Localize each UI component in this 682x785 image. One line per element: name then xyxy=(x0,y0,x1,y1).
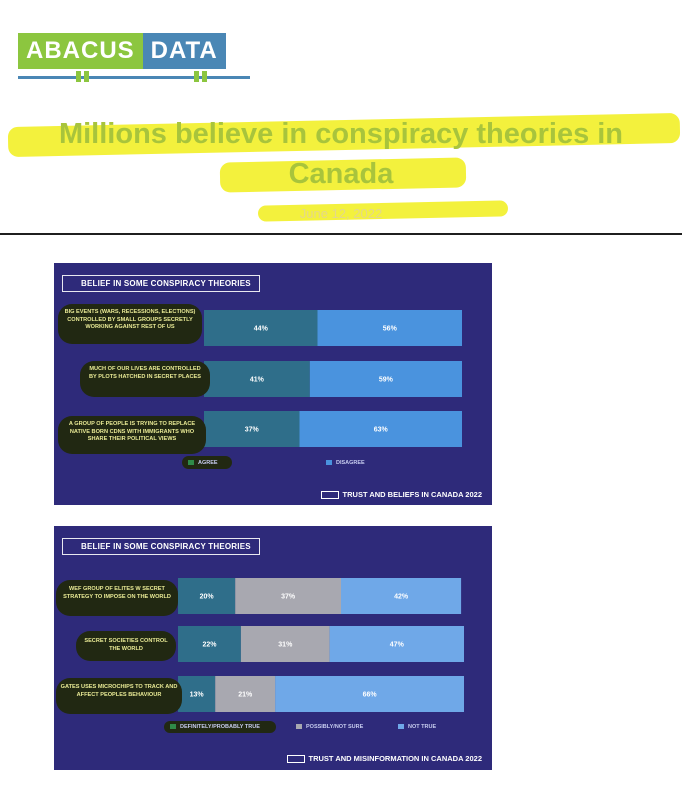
chart-panel-trust-misinformation xyxy=(54,526,492,770)
bar-value-label: 66% xyxy=(362,691,377,699)
logo-tick xyxy=(202,71,207,82)
chart-panel-trust-beliefs xyxy=(54,263,492,505)
legend-swatch xyxy=(398,724,404,729)
bar-value-label: 21% xyxy=(238,691,253,699)
chart-title: BELIEF IN SOME CONSPIRACY THEORIES xyxy=(62,275,260,292)
logo-word-right: DATA xyxy=(143,33,226,69)
page-title-line-2: Canada xyxy=(288,158,394,190)
abacus-data-logo xyxy=(18,33,226,69)
publish-date: June 12, 2022 xyxy=(299,206,383,221)
legend-item-true xyxy=(170,724,260,730)
bar-value-label: 22% xyxy=(202,641,217,649)
bar-value-label: 47% xyxy=(389,641,404,649)
source-text: TRUST AND BELIEFS IN CANADA 2022 xyxy=(342,490,482,499)
legend-label: AGREE xyxy=(198,460,218,466)
legend-item-not-sure xyxy=(296,724,363,730)
bar-value-label: 41% xyxy=(249,376,264,384)
source-text: TRUST AND MISINFORMATION IN CANADA 2022 xyxy=(308,754,482,763)
legend-label: NOT TRUE xyxy=(408,724,437,730)
category-label: MUCH OF OUR LIVES ARE CONTROLLED BY PLOTS HATCHED IN SECRET PLACES xyxy=(89,366,201,380)
bar-value-label: 59% xyxy=(378,376,393,384)
page-title-line-1: Millions believe in conspiracy theories in xyxy=(58,118,624,150)
legend-item-not-true xyxy=(398,724,436,730)
bar-value-label: 37% xyxy=(244,426,259,434)
chart-source xyxy=(287,754,482,763)
legend-item-agree xyxy=(188,460,218,466)
bar-value-label: 13% xyxy=(189,691,204,699)
bar-value-label: 42% xyxy=(394,593,409,601)
legend-item-disagree xyxy=(326,460,365,466)
legend-label: DEFINITELY/PROBABLY TRUE xyxy=(180,724,260,730)
bar-value-label: 44% xyxy=(253,325,268,333)
bar-value-label: 63% xyxy=(373,426,388,434)
category-label: GATES USES MICROCHIPS TO TRACK AND AFFECT PEOPLES BEHAVIOUR xyxy=(60,684,178,698)
logo-tick xyxy=(84,71,89,82)
header-divider xyxy=(0,233,682,235)
category-label: SECRET SOCIETIES CONTROL THE WORLD xyxy=(84,638,168,652)
logo-tick xyxy=(194,71,199,82)
article-header xyxy=(0,0,682,232)
category-label: WEF GROUP OF ELITES W SECRET STRATEGY TO IMPOSE ON THE WORLD xyxy=(63,586,171,600)
logo-underline xyxy=(18,76,250,79)
source-logo xyxy=(321,491,339,499)
legend-swatch xyxy=(170,724,176,729)
chart-title: BELIEF IN SOME CONSPIRACY THEORIES xyxy=(62,538,260,555)
legend-swatch xyxy=(188,460,194,465)
category-label: A GROUP OF PEOPLE IS TRYING TO REPLACE NATIVE BORN CDNS WITH IMMIGRANTS WHO SHARE THEIR POLITICAL VIEWS xyxy=(68,421,196,442)
chart-source xyxy=(321,490,482,499)
legend-label: POSSIBLY/NOT SURE xyxy=(306,724,364,730)
bar-value-label: 37% xyxy=(281,593,296,601)
legend-swatch xyxy=(326,460,332,465)
legend-swatch xyxy=(296,724,302,729)
logo-word-left: ABACUS xyxy=(18,33,143,69)
bar-value-label: 20% xyxy=(199,593,214,601)
bar-value-label: 31% xyxy=(278,641,293,649)
logo-tick xyxy=(76,71,81,82)
bar-value-label: 56% xyxy=(382,325,397,333)
source-logo xyxy=(287,755,305,763)
category-label: BIG EVENTS (WARS, RECESSIONS, ELECTIONS) CONTROLLED BY SMALL GROUPS SECRETLY WORKING AGAINST REST OF US xyxy=(64,309,196,330)
legend-label: DISAGREE xyxy=(336,460,365,466)
